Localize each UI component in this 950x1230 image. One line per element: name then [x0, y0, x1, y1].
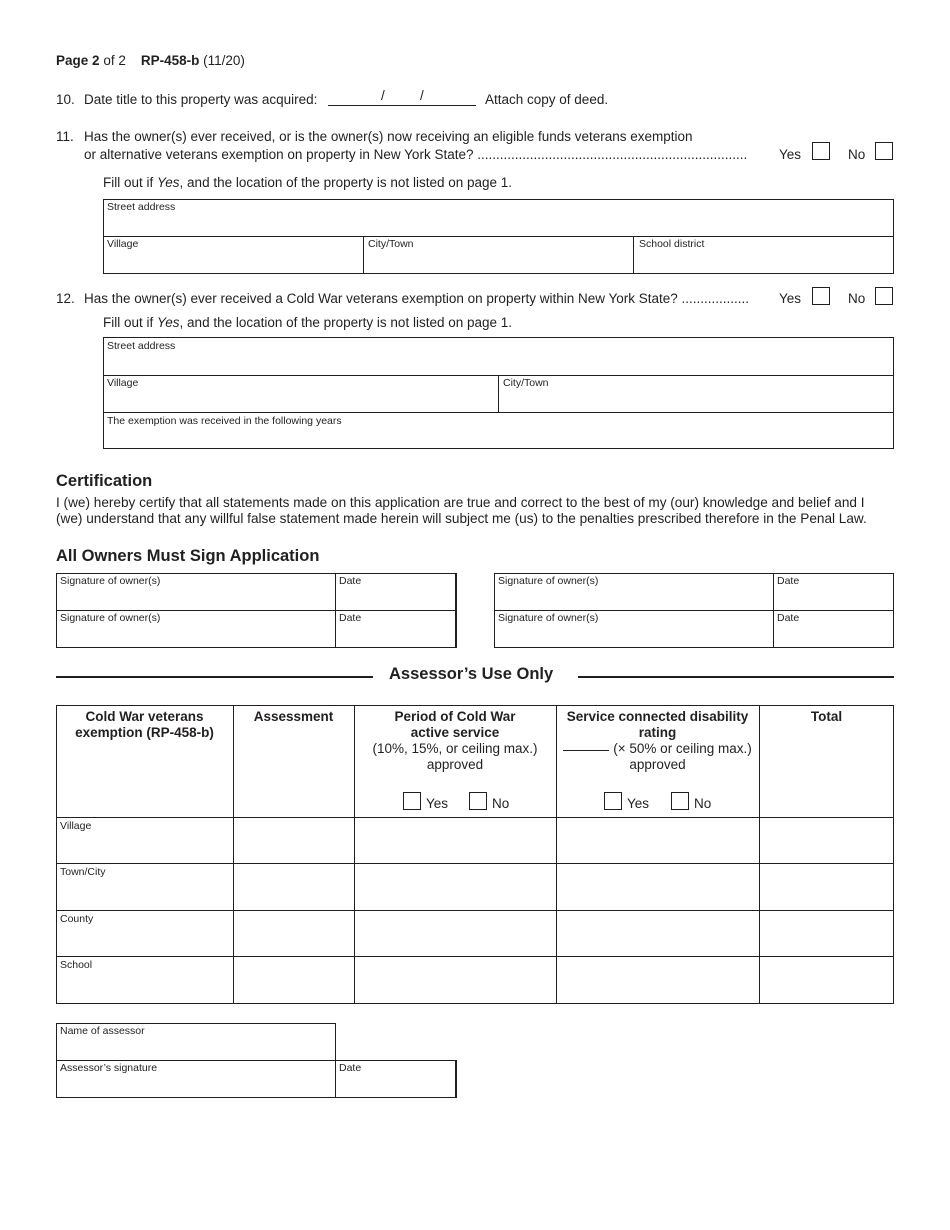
q11-fillout-pre: Fill out if [103, 175, 158, 190]
q10-date-slash-1: / [381, 88, 385, 103]
assessor-rule-right [578, 676, 894, 678]
q12-city-field[interactable]: City/Town [503, 377, 549, 389]
q11-yes-checkbox[interactable] [812, 142, 830, 160]
q11-line2: or alternative veterans exemption on property in New York State? ........................................................................ [84, 147, 748, 162]
disability-yes-checkbox[interactable] [604, 792, 622, 810]
q12-fillout-pre: Fill out if [103, 315, 158, 330]
owner-date-field-1[interactable]: Date [339, 575, 362, 587]
col-header-cold-war [56, 709, 233, 741]
col3-line2: active service [410, 725, 500, 740]
col4-line2: rating [638, 725, 677, 740]
q10-number: 10. [56, 92, 75, 107]
period-yes-label: Yes [426, 796, 449, 811]
col-header-disability [556, 709, 759, 773]
certification-line2: (we) understand that any willful false statement made herein will subject me (us) to the penalties prescribed therefore in the Penal Law. [56, 511, 867, 526]
q12-village-field[interactable]: Village [107, 377, 139, 389]
q12-number: 12. [56, 291, 75, 306]
row-label-school: School [60, 959, 93, 971]
q12-fillout-em: Yes [157, 315, 180, 330]
divider [233, 705, 234, 1004]
divider [56, 910, 894, 911]
q11-fillout-post: , and the location of the property is not listed on page 1. [179, 175, 513, 190]
period-no-checkbox[interactable] [469, 792, 487, 810]
q10-date-slash-2: / [420, 88, 424, 103]
q12-no-checkbox[interactable] [875, 287, 893, 305]
page-of: of 2 [103, 53, 126, 68]
col1-line2: exemption (RP-458-b) [75, 725, 214, 740]
col-header-period [354, 709, 556, 773]
divider [494, 610, 894, 611]
disability-rating-blank[interactable] [563, 750, 609, 751]
page-header [56, 53, 245, 69]
q11-no-checkbox[interactable] [875, 142, 893, 160]
divider [56, 817, 894, 818]
q12-yes-checkbox[interactable] [812, 287, 830, 305]
row-label-town-city: Town/City [60, 866, 106, 878]
q11-fillout-em: Yes [157, 175, 180, 190]
divider [335, 573, 336, 648]
owner-signature-field-2[interactable]: Signature of owner(s) [60, 612, 161, 624]
period-no-label: No [492, 796, 510, 811]
owner-date-field-3[interactable]: Date [777, 575, 800, 587]
q10-label: Date title to this property was acquired: [84, 92, 318, 107]
assessor-date-field[interactable]: Date [339, 1062, 362, 1074]
col3-line4: approved [426, 757, 484, 772]
assessor-title: Assessor’s Use Only [389, 665, 554, 683]
q11-number: 11. [56, 129, 74, 144]
owner-date-field-2[interactable]: Date [339, 612, 362, 624]
divider [56, 610, 457, 611]
owner-signature-field-4[interactable]: Signature of owner(s) [498, 612, 599, 624]
disability-no-checkbox[interactable] [671, 792, 689, 810]
q11-line1: Has the owner(s) ever received, or is the owner(s) now receiving an eligible funds veterans exemption [84, 129, 693, 144]
q11-no-label: No [848, 147, 866, 162]
col4-line3 [556, 741, 759, 757]
q10-date-input[interactable] [328, 105, 476, 106]
certification-title: Certification [56, 472, 153, 490]
row-label-village: Village [60, 820, 92, 832]
form-date: (11/20) [203, 53, 245, 68]
row-label-county: County [60, 913, 94, 925]
divider [56, 863, 894, 864]
q12-no-label: No [848, 291, 866, 306]
q12-years-field[interactable]: The exemption was received in the following years [107, 415, 342, 427]
assessor-signature-field[interactable]: Assessor’s signature [60, 1062, 158, 1074]
divider [498, 375, 499, 412]
assessor-rule-left [56, 676, 373, 678]
col3-line3: (10%, 15%, or ceiling max.) [372, 741, 538, 756]
page-number: 2 [92, 53, 100, 68]
q12-fillout-note [103, 315, 512, 331]
q12-yes-label: Yes [779, 291, 802, 306]
owner-date-field-4[interactable]: Date [777, 612, 800, 624]
divider [103, 412, 894, 413]
q12-fillout-post: , and the location of the property is not listed on page 1. [179, 315, 513, 330]
q12-street-field[interactable]: Street address [107, 340, 176, 352]
col-header-total: Total [810, 709, 843, 724]
col4-line4: approved [629, 757, 686, 772]
owner-signature-field-3[interactable]: Signature of owner(s) [498, 575, 599, 587]
q11-city-field[interactable]: City/Town [368, 238, 414, 250]
q11-school-field[interactable]: School district [639, 238, 705, 250]
q10-attach-note: Attach copy of deed. [485, 92, 609, 107]
disability-yes-label: Yes [627, 796, 650, 811]
owners-sign-title: All Owners Must Sign Application [56, 547, 320, 565]
q11-yes-label: Yes [779, 147, 802, 162]
col4-line1: Service connected disability [566, 709, 749, 724]
q11-village-field[interactable]: Village [107, 238, 139, 250]
divider [56, 956, 894, 957]
col3-line1: Period of Cold War [394, 709, 516, 724]
divider [773, 573, 774, 648]
col4-line3-text: (× 50% or ceiling max.) [613, 741, 752, 756]
page-word: Page [56, 53, 89, 68]
divider [103, 236, 894, 237]
period-yes-checkbox[interactable] [403, 792, 421, 810]
divider [363, 236, 364, 274]
divider [759, 705, 760, 1004]
owner-signature-field-1[interactable]: Signature of owner(s) [60, 575, 161, 587]
assessor-name-field[interactable]: Name of assessor [60, 1025, 145, 1037]
q11-street-field[interactable]: Street address [107, 201, 176, 213]
certification-line1: I (we) hereby certify that all statements made on this application are true and correct to the best of my (our) knowledge and belief and I [56, 495, 865, 510]
col1-line1: Cold War veterans [85, 709, 204, 724]
disability-no-label: No [694, 796, 712, 811]
col-header-assessment: Assessment [253, 709, 334, 724]
q11-fillout-note [103, 175, 512, 191]
q12-label: Has the owner(s) ever received a Cold War veterans exemption on property within New York State? .................. [84, 291, 750, 306]
divider [633, 236, 634, 274]
form-id: RP-458-b [140, 53, 200, 68]
